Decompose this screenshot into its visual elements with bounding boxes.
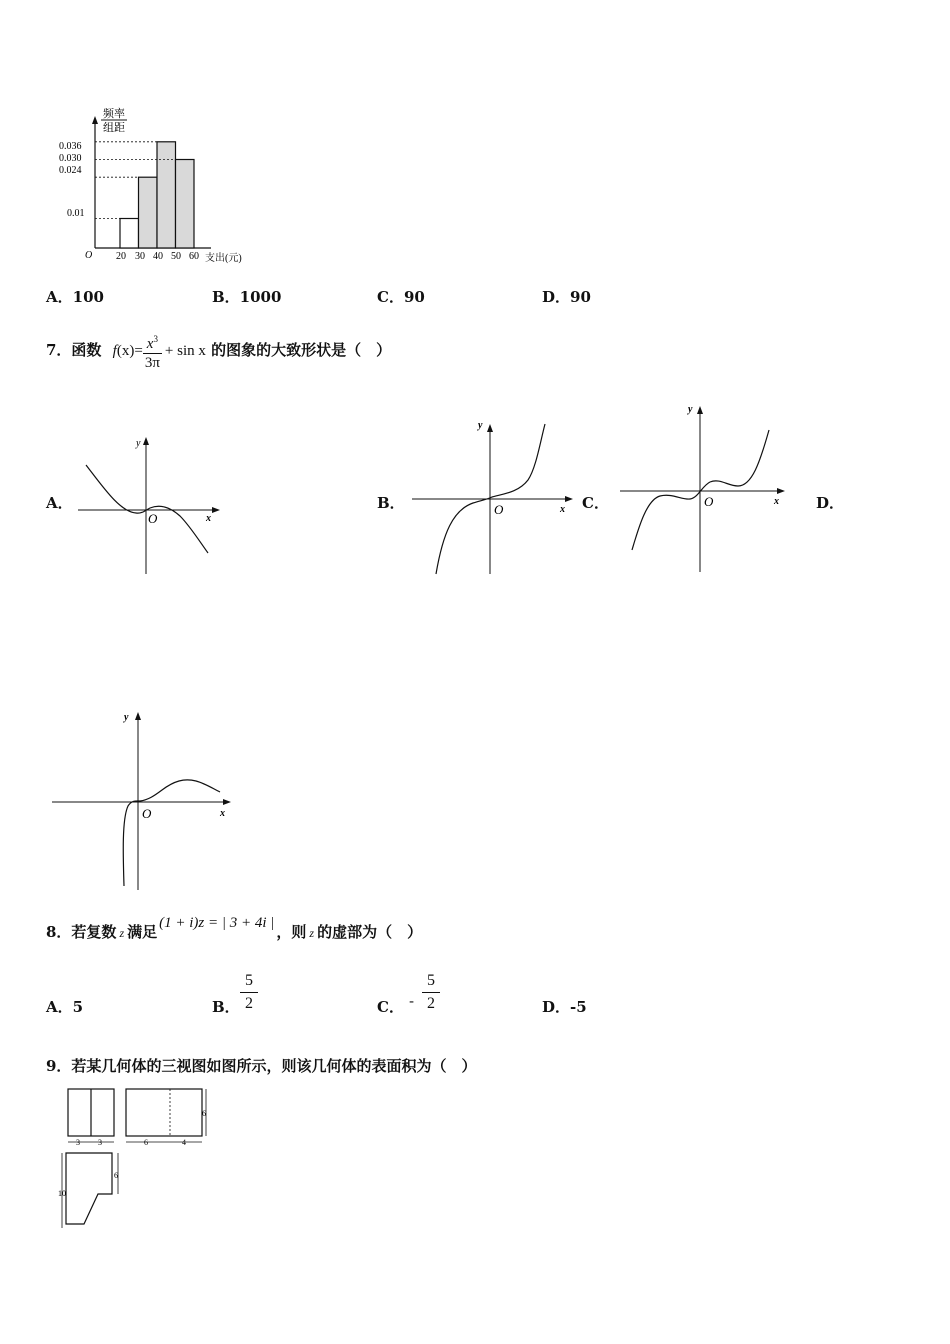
q7-fraction xyxy=(143,330,162,372)
graph-a-curve xyxy=(86,465,208,553)
q7-graph-a[interactable] xyxy=(78,432,223,580)
graph-a-y-label: y xyxy=(136,438,141,449)
hist-xtick-30: 30 xyxy=(135,251,145,262)
hist-bar-30-40 xyxy=(139,177,158,248)
hist-ytick-0024: 0.024 xyxy=(59,165,82,176)
graph-d-y-label: y xyxy=(124,712,129,723)
side-view xyxy=(126,1089,202,1136)
graph-a-origin: O xyxy=(148,511,158,526)
graph-b-origin: O xyxy=(494,502,504,517)
graph-d-x-arrow xyxy=(223,799,231,805)
q8-option-b-label[interactable]: B． xyxy=(212,998,240,1016)
hist-ytick-001: 0.01 xyxy=(67,208,85,219)
dim-3b: 3 xyxy=(98,1138,102,1147)
graph-b-y-label: y xyxy=(478,420,483,431)
hist-bar-40-50 xyxy=(157,142,176,248)
q7-func-tail: + sin x xyxy=(164,343,206,359)
hist-xtick-50: 50 xyxy=(171,251,181,262)
q7-label-a[interactable]: A． xyxy=(46,494,73,512)
dim-10: 10 xyxy=(58,1189,66,1198)
q7-suffix: 的图象的大致形状是（ ） xyxy=(211,341,392,359)
q7-func-x: (x) xyxy=(116,343,135,359)
graph-d-origin: O xyxy=(142,806,152,821)
dim-6h: 6 xyxy=(202,1109,206,1118)
q8-then: ，则 xyxy=(276,923,307,941)
q8-stem xyxy=(46,912,422,952)
dim-3a: 3 xyxy=(76,1138,80,1147)
q9-stem: 9．若某几何体的三视图如图所示，则该几何体的表面积为（ ） xyxy=(46,1057,477,1075)
q8-c-den: 2 xyxy=(427,995,435,1012)
hist-ytick-0030: 0.030 xyxy=(59,153,82,164)
graph-c-x-arrow xyxy=(777,488,785,494)
q8-option-b-fraction[interactable] xyxy=(240,970,258,1015)
q7-label-b[interactable]: B． xyxy=(377,494,405,512)
q6-option-b[interactable]: B．1000 xyxy=(212,288,282,306)
q6-option-a[interactable]: A．100 xyxy=(46,288,104,306)
graph-a-x-label: x xyxy=(206,513,211,524)
hist-xlabel: 支出(元) xyxy=(205,253,242,264)
graph-c-origin: O xyxy=(704,494,714,509)
q6-option-c[interactable]: C．90 xyxy=(377,288,425,306)
q7-stem xyxy=(46,330,391,370)
graph-c-x-label: x xyxy=(774,496,779,507)
q7-func-f: f xyxy=(112,343,117,359)
q8-option-a[interactable]: A．5 xyxy=(46,998,84,1016)
frequency-histogram xyxy=(55,100,275,270)
hist-y-arrow xyxy=(92,116,98,124)
hist-ytick-0036: 0.036 xyxy=(59,141,82,152)
q8-c-num: 5 xyxy=(422,970,440,993)
q6-option-d[interactable]: D．90 xyxy=(542,288,591,306)
hist-bar-20-30 xyxy=(120,219,139,249)
q8-prefix: 8．若复数 xyxy=(46,923,117,941)
hist-xtick-20: 20 xyxy=(116,251,126,262)
q8-option-d[interactable]: D．-5 xyxy=(542,998,587,1016)
q7-graph-d[interactable] xyxy=(48,704,238,894)
graph-d-x-label: x xyxy=(220,808,225,819)
dim-6s: 6 xyxy=(114,1171,118,1180)
q8-suffix: 的虚部为（ ） xyxy=(317,923,423,941)
hist-xtick-40: 40 xyxy=(153,251,163,262)
q8-c-sign: - xyxy=(409,992,415,1010)
hist-ylabel-top: 频率 xyxy=(103,108,125,120)
q7-graph-c[interactable] xyxy=(616,400,791,575)
q7-label-c[interactable]: C． xyxy=(582,494,609,512)
q8-b-den: 2 xyxy=(245,995,253,1012)
graph-c-y-label: y xyxy=(688,404,693,415)
q7-label-d[interactable]: D． xyxy=(816,494,845,512)
q9-three-view-drawing xyxy=(54,1086,224,1236)
graph-c-y-arrow xyxy=(697,406,703,414)
graph-a-x-arrow xyxy=(212,507,220,513)
q7-frac-den: 3π xyxy=(144,355,160,371)
graph-b-y-arrow xyxy=(487,424,493,432)
q8-var-z: z xyxy=(119,926,125,940)
top-view xyxy=(66,1153,112,1224)
dim-6w: 6 xyxy=(144,1138,148,1147)
q7-func-eq: = xyxy=(134,343,143,359)
hist-bars xyxy=(120,142,194,248)
q8-option-c-label[interactable]: C． xyxy=(377,998,404,1016)
q8-equation: (1 + i)z = | 3 + 4i | xyxy=(159,915,275,931)
hist-origin: O xyxy=(85,250,93,261)
hist-bar-50-60 xyxy=(176,160,195,249)
q7-frac-num: $x^3$ xyxy=(143,330,162,354)
dim-4: 4 xyxy=(182,1138,186,1147)
q8-var-z-2: z xyxy=(309,926,315,940)
graph-a-y-arrow xyxy=(143,437,149,445)
graph-b-x-arrow xyxy=(565,496,573,502)
q8-b-num: 5 xyxy=(240,970,258,993)
hist-ylabel-bottom: 组距 xyxy=(103,122,125,134)
q8-option-c-fraction[interactable] xyxy=(422,970,440,1015)
graph-d-y-arrow xyxy=(135,712,141,720)
hist-xtick-60: 60 xyxy=(189,251,199,262)
q8-mid: 满足 xyxy=(127,923,158,941)
q7-prefix: 7．函数 xyxy=(46,341,102,359)
graph-b-x-label: x xyxy=(560,504,565,515)
q7-graph-b[interactable] xyxy=(408,418,578,578)
